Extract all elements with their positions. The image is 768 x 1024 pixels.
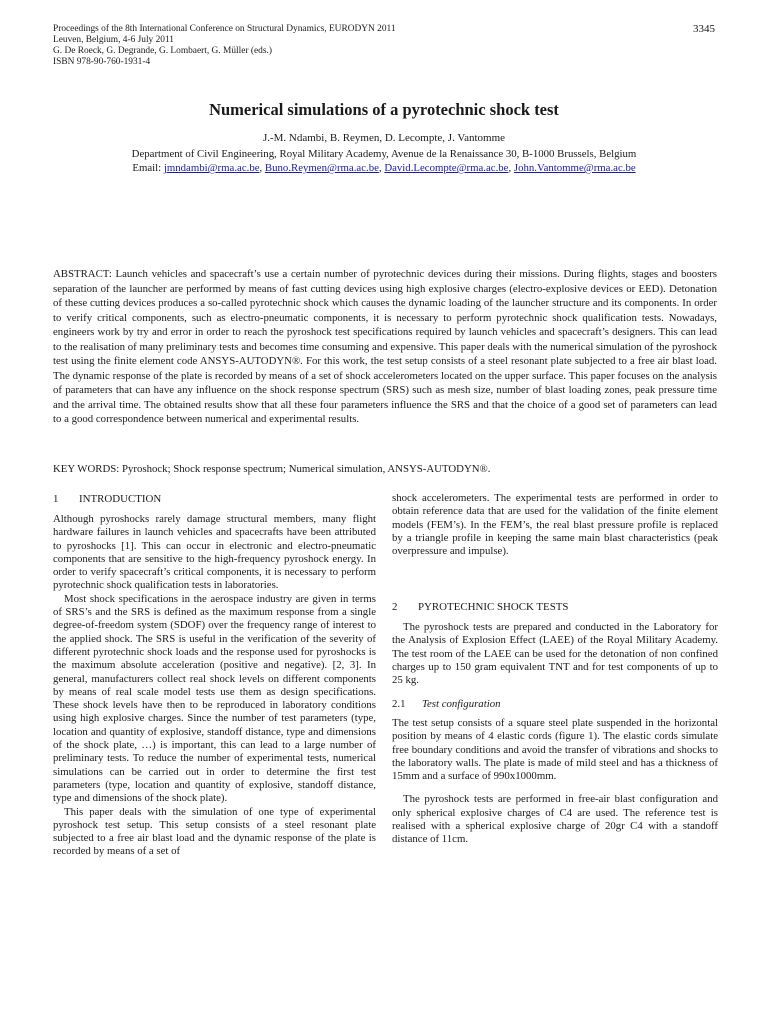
subsection-number: 2.1 bbox=[392, 698, 406, 710]
section-2-paragraph: The pyroshock tests are prepared and conducted in the Laboratory for the Analysis of Explosion Effect (LAEE) of the Royal Military Academy. The test room of the LAEE can be used for the detonation of non confined charges up to 150 gram equivalent TNT and for test components of up to 25 kg. bbox=[392, 621, 718, 687]
left-column bbox=[53, 513, 376, 859]
intro-continuation: shock accelerometers. The experimental tests are performed in order to obtain reference data that are used for the validation of the finite element models (FEM’s). In the FEM’s, the real blast pressure profile is replaced by a triangle profile in keeping the same main blast characteristics (peak overpressure and impulse). bbox=[392, 492, 718, 558]
abstract: ABSTRACT: Launch vehicles and spacecraft’s use a certain number of pyrotechnic devices during their missions. During flights, stages and boosters separation of the launcher are performed by means of fast cutting devices using high explosive charges (electro-explosive devices or EED). Detonation of these cutting devices produces a so-called pyrotechnic shock which causes the dynamic loading of the launcher structure and its components. In order to verify critical components, such as electro-pneumatic components, it is necessary to perform pyrotechnic shock qualification tests. Nowadays, engineers work by try and error in order to reach the pyroshock test specifications required by launch vehicles and spacecraft’s designers. This can lead to the realisation of many preliminary tests and becomes time consuming and expensive. This paper deals with the numerical simulation of the pyroshock test using the finite element code ANSYS-AUTODYN®. For this work, the test setup consists of a steel resonant plate subjected to a free air blast load. The dynamic response of the plate is recorded by means of a set of shock accelerometers located on the upper surface. This paper focuses on the analysis of parameters that can have any influence on the shock response spectrum (SRS) such as mesh size, number of blast loading zones, peak pressure time and the arrival time. The obtained results show that all these four parameters influence the SRS and that the choice of a good set of parameters can lead to a good correspondence between numerical and experimental results. bbox=[53, 268, 717, 426]
email-separator: , bbox=[378, 162, 385, 174]
subsection-title: Test configuration bbox=[422, 698, 501, 710]
page-number: 3345 bbox=[693, 23, 715, 35]
paper-title: Numerical simulations of a pyrotechnic shock test bbox=[209, 100, 559, 119]
section-1-heading bbox=[53, 493, 161, 505]
intro-paragraph-3: This paper deals with the simulation of one type of experimental pyroshock test setup. This setup consists of a steel resonant plate subjected to a free air blast load and the dynamic response of the plate is recorded by means of a set of bbox=[53, 805, 376, 858]
authors: J.-M. Ndambi, B. Reymen, D. Lecompte, J. Vantomme bbox=[262, 132, 506, 144]
header-line-2: Leuven, Belgium, 4-6 July 2011 bbox=[53, 35, 174, 45]
section-number: 2 bbox=[392, 601, 398, 613]
email-link-reymen[interactable]: Buno.Reymen@rma.ac.be bbox=[264, 162, 379, 174]
email-label: Email: bbox=[132, 162, 164, 174]
section-2-heading bbox=[392, 601, 568, 613]
test-config-paragraph-2: The pyroshock tests are performed in free-air blast configuration and only spherical explosive charges of C4 are used. The reference test is realised with a spherical explosive charge of 20gr C4 with a standoff distance of 11cm. bbox=[392, 793, 718, 846]
email-separator: , bbox=[508, 162, 514, 174]
right-column-top bbox=[392, 492, 718, 558]
email-line bbox=[0, 162, 768, 174]
email-link-vantomme[interactable]: John.Vantomme@rma.ac.be bbox=[513, 162, 636, 174]
subsection-2-1-heading bbox=[392, 698, 501, 710]
subsection-2-1-body bbox=[392, 717, 718, 847]
email-link-ndambi[interactable]: jmndambi@rma.ac.be bbox=[163, 162, 260, 174]
header-line-1: Proceedings of the 8th International Conference on Structural Dynamics, EURODYN 2011 bbox=[53, 24, 396, 34]
affiliation: Department of Civil Engineering, Royal Military Academy, Avenue de la Renaissance 30, B-1000 Brussels, Belgium bbox=[131, 148, 637, 160]
email-separator: , bbox=[259, 162, 265, 174]
section-title: PYROTECHNIC SHOCK TESTS bbox=[418, 601, 569, 613]
proceedings-header bbox=[53, 24, 715, 68]
section-title: INTRODUCTION bbox=[79, 493, 162, 505]
section-number: 1 bbox=[53, 493, 59, 505]
header-line-4: ISBN 978-90-760-1931-4 bbox=[53, 57, 151, 67]
section-2-body bbox=[392, 621, 718, 687]
email-link-lecompte[interactable]: David.Lecompte@rma.ac.be bbox=[384, 162, 509, 174]
intro-paragraph-1: Although pyroshocks rarely damage structural members, many flight hardware failures in launch vehicles and spacecrafts have been attributed to pyroshocks [1]. This can occur in electronic and electro-pneumatic components that are sensitive to the high-frequency pyroshock energy. In order to verify spacecraft’s critical components, it is necessary to perform pyrotechnic shock qualification tests in laboratories. bbox=[53, 513, 376, 592]
header-line-3: G. De Roeck, G. Degrande, G. Lombaert, G. Müller (eds.) bbox=[53, 46, 272, 56]
intro-paragraph-2: Most shock specifications in the aerospace industry are given in terms of SRS’s and the SRS is defined as the maximum response from a single degree-of-freedom system (SDOF) over the frequency range of interest to the applied shock. The SRS is useful in the verification of the severity of different pyrotechnic shock loads and the response used for pyroshocks is the maximum absolute acceleration (positive and negative). [2, 3]. In general, manufacturers collect real shock levels on different components by means of real scale model tests use them as design specifications. These shock levels have then to be reproduced in laboratory conditions using high explosive charges. Since the number of test parameters (type, location and quantity of explosive, standoff distance, type and dimensions of the shock plate, …) is important, this can lead to a large number of preliminary tests. To reduce the number of experimental tests, numerical simulations can be carried out in order to determine the first test parameters (type, location and quantity of explosive, standoff distance, type and dimensions of the shock plate). bbox=[53, 592, 376, 805]
test-config-paragraph-1: The test setup consists of a square steel plate suspended in the horizontal position by means of 4 elastic cords (figure 1). The elastic cords simulate free boundary conditions and avoid the transfer of vibrations and shocks to the laboratory walls. The plate is made of mild steel and has a thickness of 15mm and a surface of 990x1000mm. bbox=[392, 717, 718, 783]
keywords: KEY WORDS: Pyroshock; Shock response spectrum; Numerical simulation, ANSYS-AUTODYN®. bbox=[53, 463, 491, 475]
